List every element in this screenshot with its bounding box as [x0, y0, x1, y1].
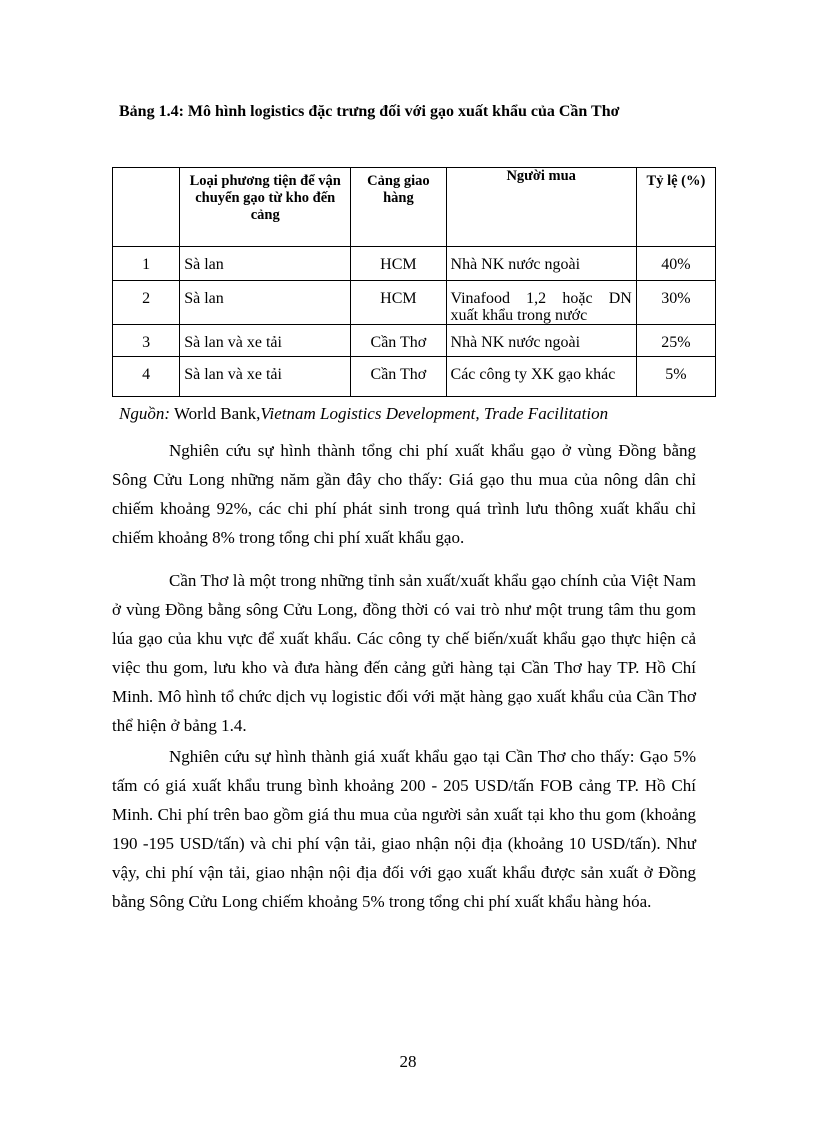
source-label: Nguồn:	[119, 404, 170, 423]
header-ratio: Tỷ lệ (%)	[636, 168, 715, 247]
table-row	[113, 325, 716, 357]
paragraph: Nghiên cứu sự hình thành giá xuất khẩu gạo tại Cần Thơ cho thấy: Gạo 5% tấm có giá xuất khẩu trung bình khoảng 200 - 205 USD/tấn FOB cảng TP. Hồ Chí Minh. Chi phí trên bao gồm giá thu mua của người sản xuất tại kho thu gom (khoảng 190 -195 USD/tấn) và chi phí vận tải, giao nhận nội địa (khoảng 10 USD/tấn). Như vậy, chi phí vận tải, giao nhận nội địa đối với gạo xuất khẩu được sản xuất ở Đồng bằng Sông Cửu Long chiếm khoảng 5% trong tổng chi phí xuất khẩu hàng hóa.	[112, 747, 696, 911]
row-buyer: Nhà NK nước ngoài	[446, 247, 636, 281]
row-ratio: 40%	[636, 247, 715, 281]
row-port: Cần Thơ	[351, 325, 446, 357]
row-buyer: Các công ty XK gạo khác	[446, 357, 636, 397]
paragraph: Cần Thơ là một trong những tỉnh sản xuất/xuất khẩu gạo chính của Việt Nam ở vùng Đồng bằng sông Cửu Long, đồng thời có vai trò như một trung tâm thu gom lúa gạo của khu vực để xuất khẩu. Các công ty chế biến/xuất khẩu gạo thực hiện cả việc thu gom, lưu kho và đưa hàng đến cảng gửi hàng tại Cần Thơ hay TP. Hồ Chí Minh. Mô hình tổ chức dịch vụ logistic đối với mặt hàng gạo xuất khẩu của Cần Thơ thể hiện ở bảng 1.4.	[112, 571, 696, 735]
row-buyer-line1: Vinafood 1,2 hoặc DN	[450, 290, 632, 307]
row-number: 3	[113, 325, 180, 357]
table-caption: Bảng 1.4: Mô hình logistics đặc trưng đối với gạo xuất khẩu của Cần Thơ	[119, 103, 620, 120]
header-buyer: Người mua	[446, 168, 636, 247]
row-port: HCM	[351, 247, 446, 281]
row-number: 1	[113, 247, 180, 281]
row-ratio: 30%	[636, 281, 715, 325]
row-buyer	[446, 281, 636, 325]
row-number: 2	[113, 281, 180, 325]
source-note	[119, 404, 608, 424]
row-transport: Sà lan	[180, 281, 351, 325]
logistics-table	[112, 167, 716, 397]
header-number	[113, 168, 180, 247]
source-title: Vietnam Logistics Development, Trade Facilitation	[260, 404, 609, 423]
row-transport: Sà lan và xe tải	[180, 325, 351, 357]
row-transport: Sà lan và xe tải	[180, 357, 351, 397]
table-row	[113, 281, 716, 325]
header-port: Cảng giao hàng	[351, 168, 446, 247]
table-row	[113, 357, 716, 397]
header-transport: Loại phương tiện để vận chuyển gạo từ kho đến cảng	[180, 168, 351, 247]
row-transport: Sà lan	[180, 247, 351, 281]
source-org: World Bank,	[173, 404, 261, 423]
row-ratio: 25%	[636, 325, 715, 357]
row-number: 4	[113, 357, 180, 397]
row-port: Cần Thơ	[351, 357, 446, 397]
table-header-row	[113, 168, 716, 247]
table-row	[113, 247, 716, 281]
row-ratio: 5%	[636, 357, 715, 397]
row-buyer-line2: xuất khẩu trong nước	[450, 307, 588, 324]
row-port: HCM	[351, 281, 446, 325]
row-buyer: Nhà NK nước ngoài	[446, 325, 636, 357]
paragraph: Nghiên cứu sự hình thành tổng chi phí xuất khẩu gạo ở vùng Đồng bằng Sông Cửu Long những năm gần đây cho thấy: Giá gạo thu mua của nông dân chỉ chiếm khoảng 92%, các chi phí phát sinh trong quá trình lưu thông xuất khẩu chỉ chiếm khoảng 8% trong tổng chi phí xuất khẩu gạo.	[112, 441, 696, 547]
page-number: 28	[399, 1052, 417, 1071]
